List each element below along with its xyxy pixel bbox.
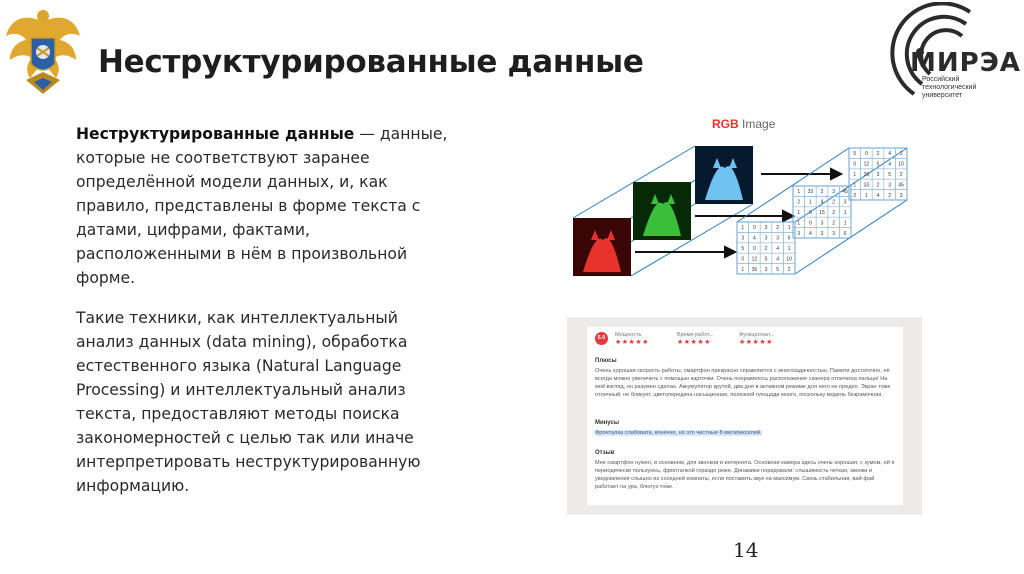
grid-value: 6 xyxy=(843,230,847,237)
metric-power xyxy=(615,331,675,347)
definition-paragraph xyxy=(76,122,456,290)
grid-value: 2 xyxy=(876,182,880,189)
grid-value: 12 xyxy=(751,256,758,263)
metric-label: Мощность xyxy=(615,332,642,338)
grid-value: 4 xyxy=(753,235,756,242)
grid-value: 2 xyxy=(776,225,779,232)
grid-value: 1 xyxy=(853,182,857,189)
grid-value: 1 xyxy=(843,220,847,227)
metric-battery xyxy=(677,331,737,347)
grid-value: 36 xyxy=(863,172,870,178)
grid-value: 1 xyxy=(787,246,791,252)
grid-value: 3 xyxy=(797,230,801,237)
grid-value: 1 xyxy=(843,210,847,216)
grid-value: 5 xyxy=(776,266,779,273)
grid-value: 12 xyxy=(863,161,870,168)
grid-value: 15 xyxy=(819,210,825,216)
review-card xyxy=(587,327,903,505)
grid-value: 45 xyxy=(842,189,848,196)
grid-value: 1 xyxy=(865,192,868,199)
rating-row xyxy=(595,331,895,353)
grid-value: 2 xyxy=(832,220,835,227)
grid-value: 1 xyxy=(809,199,812,206)
rgb-caption-image: Image xyxy=(742,117,776,131)
grid-value: 3 xyxy=(764,266,768,273)
grid-value: 1 xyxy=(797,210,801,216)
grid-value: 1 xyxy=(741,225,745,232)
grid-value: 5 xyxy=(888,172,891,178)
review-figure xyxy=(567,317,922,515)
grid-value: 3 xyxy=(820,230,824,237)
grid-value: 2 xyxy=(820,189,824,196)
grid-value: 2 xyxy=(787,266,791,273)
grid-value: 33 xyxy=(807,189,814,196)
grid-value: 2 xyxy=(797,199,801,206)
grid-value: 5 xyxy=(764,256,768,263)
grid-value: 1 xyxy=(741,266,745,273)
grid-value: 36 xyxy=(751,266,758,273)
grid-value: 4 xyxy=(776,256,779,263)
grid-value: 4 xyxy=(809,230,812,237)
grid-value: 1 xyxy=(797,189,801,196)
grid-value: 1 xyxy=(797,220,801,227)
grid-value: 3 xyxy=(832,189,835,196)
pros-title: Плюсы xyxy=(595,358,617,364)
review-text: Мне смартфон нужен, в основном, для звонков и интернета. Основная камера здесь очень хорошая, с зумом, ей я периодически пользуюсь, фронталкой гораздо реже. Динамики порадовали: слышимость четкая, звонки и уведомления слышно из соседней комнаты, если поставить звук на максимум. Связь стабильная, вай-фай работает на ура, блютуз тоже. xyxy=(595,460,895,490)
grid-value: 5 xyxy=(741,246,745,252)
rgb-image-figure xyxy=(565,112,925,292)
grid-value: 0 xyxy=(853,161,857,168)
grid-value: 3 xyxy=(876,172,880,178)
pros-text: Очень хорошая скорость работы, смартфон прекрасно справляется с многозадачностью. Памяти достаточно, её всегда можно увеличить с помощью карточки. Очень понравилось расположение сканера отпечатка пальца! На мой взгляд, он разумно сделан. Аккумулятор крутой, два дня в активном режиме для него не предел. Экран тоже отличный: не бликует, цветопередача насыщенная, полезной площади много, поскольку модель безрамочная. xyxy=(595,368,891,398)
definition-term: Неструктурированные данные xyxy=(76,125,355,143)
metric-label: Функционал... xyxy=(739,332,775,338)
grid-value: 2 xyxy=(832,199,835,206)
metric-stars: ★★★★★ xyxy=(615,339,649,346)
grid-value: 2 xyxy=(764,246,768,252)
rgb-caption-rgb: RGB xyxy=(712,117,739,131)
grid-value: 5 xyxy=(853,151,857,158)
grid-value: 0 xyxy=(809,220,812,227)
grid-value: 6 xyxy=(809,210,812,216)
review-title: Отзыв xyxy=(595,450,615,456)
grid-value: 0 xyxy=(753,246,756,252)
grid-value: 4 xyxy=(888,161,891,168)
grid-value: 1 xyxy=(787,225,791,232)
grid-value: 4 xyxy=(888,151,891,158)
grid-value: 2 xyxy=(876,151,880,158)
logo-name: МИРЭА xyxy=(910,48,1021,78)
grid-value: 10 xyxy=(898,161,904,168)
cons-highlight: Фронталка слабовата, конечно, но это честные 8 мегапикселей. xyxy=(595,430,762,436)
grid-value: 4 xyxy=(876,192,880,199)
rating-badge: 5.0 xyxy=(595,332,608,345)
grid-value: 3 xyxy=(888,182,891,189)
ministry-emblem-icon xyxy=(4,2,82,98)
grid-value: 4 xyxy=(820,199,824,206)
definition-text: — данные, которые не соответствуют заранее определённой модели данных, и, как правило, представлены в форме текста с датами, цифрами, фактами, расположенными в нём в произвольной форме. xyxy=(76,125,448,287)
grid-value: 1 xyxy=(899,151,903,158)
grid-value: 3 xyxy=(764,225,768,232)
logo-subtitle: Российский технологический университет xyxy=(922,76,977,99)
grid-value: 2 xyxy=(888,192,891,199)
grid-value: 1 xyxy=(853,172,857,178)
grid-value: 3 xyxy=(820,220,824,227)
metric-stars: ★★★★★ xyxy=(677,339,711,346)
page-title: Неструктурированные данные xyxy=(98,44,644,80)
grid-value: 2 xyxy=(832,210,835,216)
cons-text xyxy=(595,429,895,437)
grid-value: 0 xyxy=(741,256,745,263)
grid-value: 3 xyxy=(832,230,835,237)
grid-value: 3 xyxy=(899,192,903,199)
metric-label: Время работ... xyxy=(677,332,714,338)
cons-title: Минусы xyxy=(595,420,619,426)
grid-value: 45 xyxy=(898,182,904,189)
grid-value: 0 xyxy=(753,225,756,232)
grid-value: 2 xyxy=(899,172,903,178)
metric-features xyxy=(739,331,799,347)
grid-value: 3 xyxy=(843,199,847,206)
grid-value: 33 xyxy=(863,182,870,189)
grid-value: 3 xyxy=(764,235,768,242)
grid-value: 0 xyxy=(865,151,868,158)
techniques-paragraph: Такие техники, как интеллектуальный анализ данных (data mining), обработка естественного языка (Natural Language Processing) и интеллектуальный анализ текста, предоставляют методы поиска закономерностей с целью так или иначе интерпретировать неструктурированную информацию. xyxy=(76,309,421,495)
page-number: 14 xyxy=(733,538,759,562)
grid-value: 3 xyxy=(776,235,779,242)
grid-value: 10 xyxy=(786,256,792,263)
grid-value: 6 xyxy=(787,235,791,242)
grid-value: 4 xyxy=(776,246,779,252)
metric-stars: ★★★★★ xyxy=(739,339,773,346)
grid-value: 3 xyxy=(741,235,745,242)
grid-value: 2 xyxy=(853,192,857,199)
grid-value: 5 xyxy=(876,161,880,168)
